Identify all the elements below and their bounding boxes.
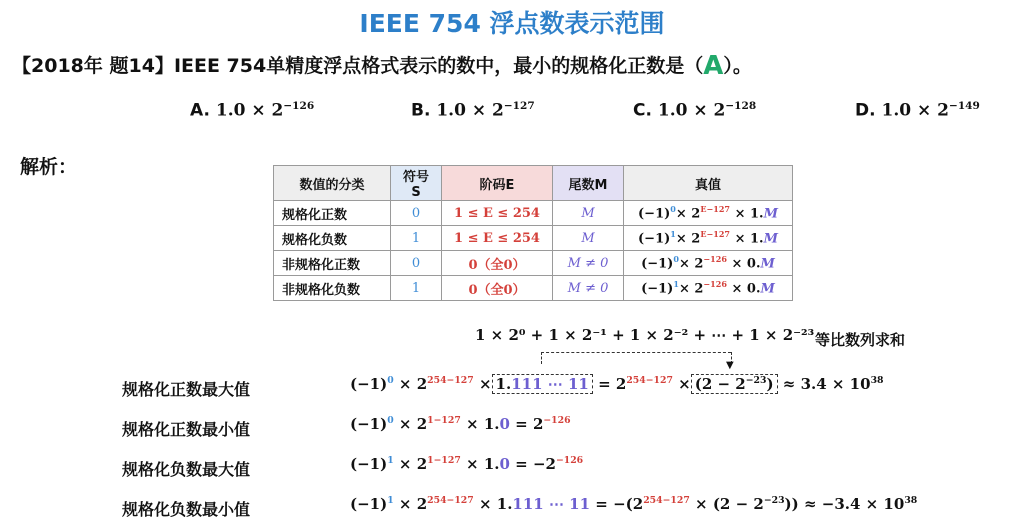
header-exponent: 阶码E — [442, 166, 553, 201]
answer-letter: A — [703, 51, 724, 81]
classification-table — [273, 165, 793, 301]
result-label-min-pos: 规格化正数最小值 — [122, 420, 251, 439]
series-note-label: 等比数列求和 — [815, 331, 906, 349]
table-row: 规格化负数 1 1 ≤ E ≤ 254 M $(-1)^1\times 2^{E-127} \times 1.M$ — [274, 226, 793, 251]
option-b: B. $1.0 \times 2^{-127}$ — [411, 100, 535, 121]
page-title: IEEE 754 浮点数表示范围 — [359, 9, 665, 38]
formula-min-pos: $(-1)^0 \times 2^{1-127} \times 1.0 = 2^{-126}$ — [350, 415, 571, 433]
analysis-label: 解析： — [20, 156, 78, 178]
header-category: 数值的分类 — [274, 166, 391, 201]
arrow-down-icon: ▼ — [726, 360, 734, 371]
header-sign: 符号S — [391, 166, 442, 201]
series-connector — [541, 352, 731, 353]
table-header-row — [274, 166, 793, 201]
table-row: 规格化正数 0 1 ≤ E ≤ 254 M $(-1)^0\times 2^{E-127} \times 1.M$ — [274, 201, 793, 226]
result-label-max-neg: 规格化负数最大值 — [122, 460, 251, 479]
formula-max-pos: $(-1)^0 \times 2^{254-127} \times 1.111$ ⋯ $11 = 2^{254-127} \times (2 - 2^{-23}) \approx 3.4 \times 10^{38}$ — [350, 375, 884, 393]
question-text — [12, 51, 752, 81]
option-a: A. $1.0 \times 2^{-126}$ — [190, 100, 315, 121]
connector-left — [541, 352, 542, 364]
option-d: D. $1.0 \times 2^{-149}$ — [855, 100, 980, 121]
formula-max-neg: $(-1)^1 \times 2^{1-127} \times 1.0 = -2^{-126}$ — [350, 455, 584, 473]
option-c: C. $1.0 \times 2^{-128}$ — [633, 100, 757, 121]
header-mantissa: 尾数M — [553, 166, 624, 201]
question-source: 【2018年 题14】 — [12, 55, 174, 77]
result-label-min-neg: 规格化负数最小值 — [122, 500, 251, 519]
question-body: IEEE 754单精度浮点格式表示的数中，最小的规格化正数是（ — [173, 55, 704, 77]
table-row: 非规格化负数 1 0（全0） M ≠ 0 $(-1)^1\times 2^{-126} \times 0.M$ — [274, 276, 793, 301]
question-suffix: ）。 — [723, 55, 752, 77]
result-label-max-pos: 规格化正数最大值 — [122, 380, 251, 399]
header-value: 真值 — [624, 166, 793, 201]
geometric-series: 1 × 2⁰ + 1 × 2⁻¹ + 1 × 2⁻² + ⋯ + 1 × 2⁻²³ — [475, 326, 815, 344]
table-row: 非规格化正数 0 0（全0） M ≠ 0 $(-1)^0\times 2^{-126} \times 0.M$ — [274, 251, 793, 276]
formula-min-neg: $(-1)^1 \times 2^{254-127} \times 1.111$ ⋯ $11 = -(2^{254-127} \times (2 - 2^{-23})) \approx -3.4 \times 10^{38}$ — [350, 495, 918, 513]
